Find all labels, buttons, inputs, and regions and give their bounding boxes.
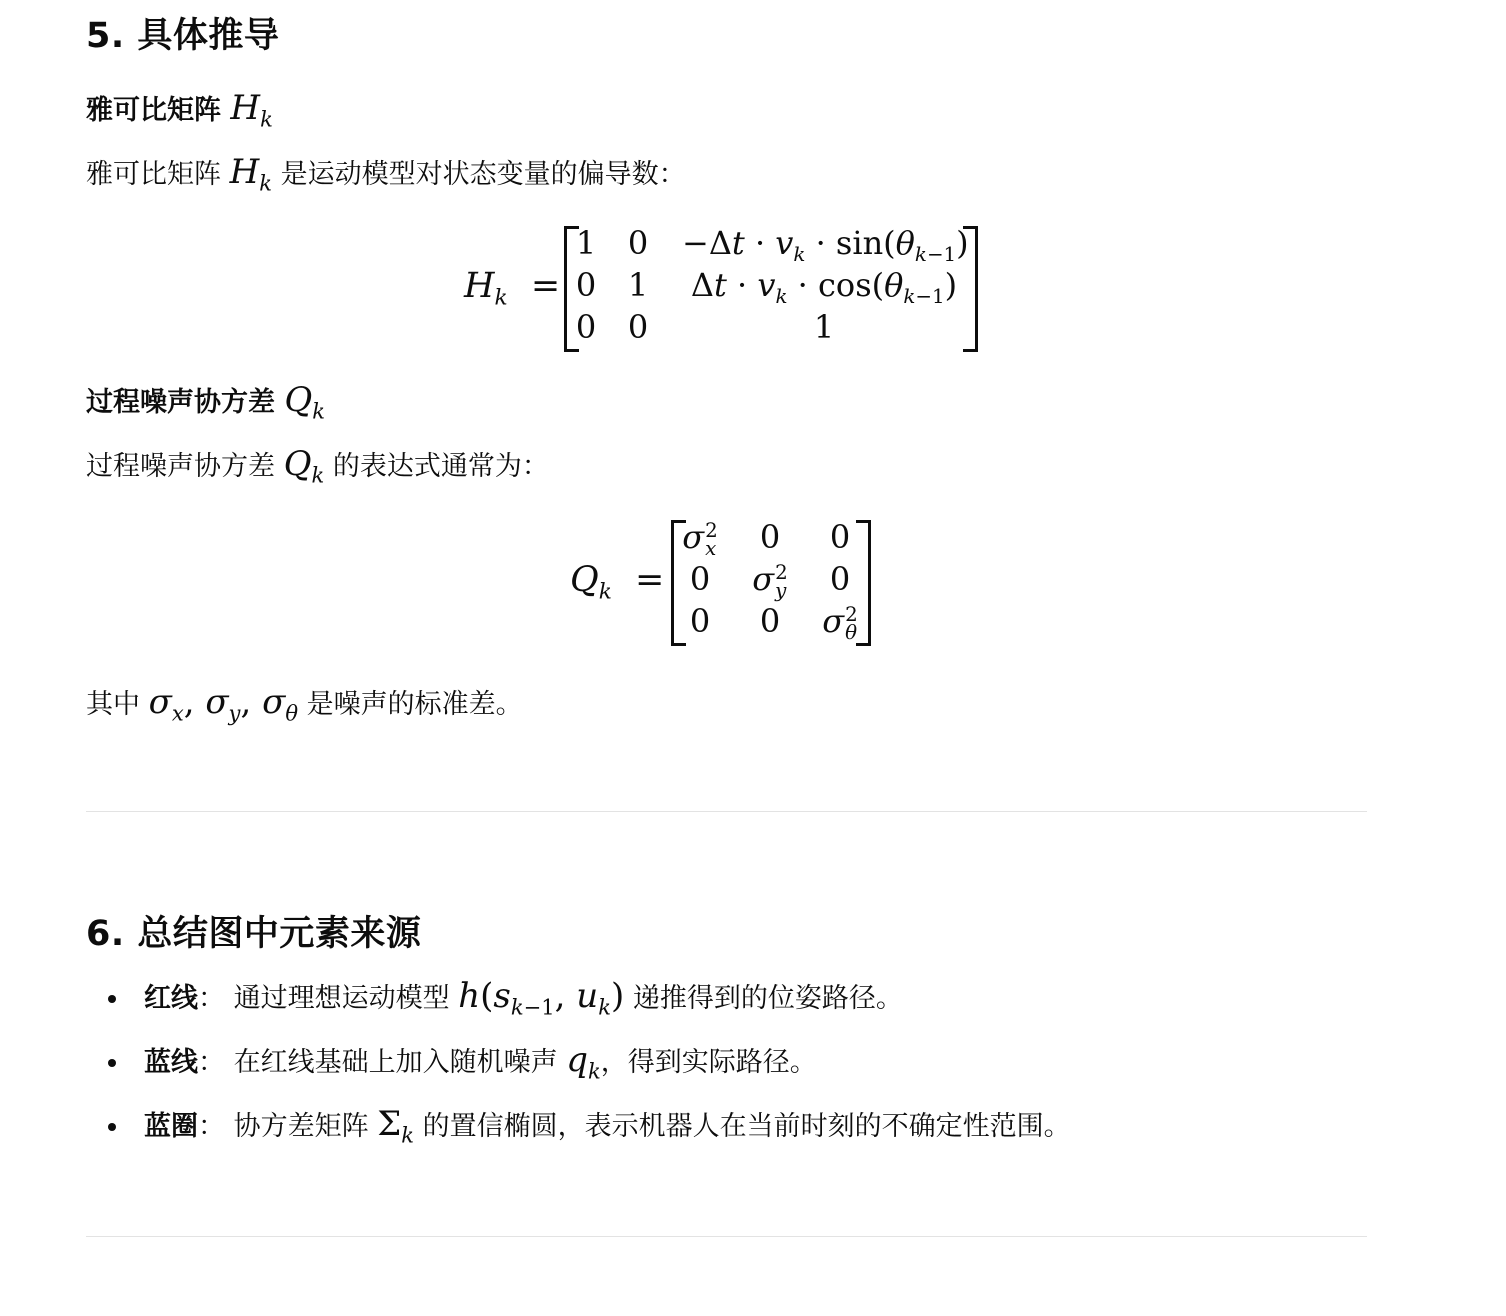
- jacobian-intro-suffix: 是运动模型对状态变量的偏导数：: [280, 159, 686, 190]
- jacobian-cell-r2c2: 1: [627, 266, 649, 304]
- jacobian-subheading-text: 雅可比矩阵: [86, 95, 221, 126]
- process-noise-subheading-text: 过程噪声协方差: [86, 387, 275, 418]
- item-math: $\Sigma_k$: [377, 1104, 415, 1148]
- jacobian-cell-r3c3: 1: [813, 308, 835, 346]
- process-noise-intro-prefix: 过程噪声协方差: [86, 451, 275, 482]
- process-noise-intro: [86, 444, 549, 488]
- jacobian-intro-symbol: $H_k$: [229, 152, 273, 196]
- item-text-before: 在红线基础上加入随机噪声: [233, 1047, 558, 1078]
- item-math: $q_k$: [566, 1040, 601, 1084]
- process-noise-cell-r1c2: 0: [759, 518, 781, 556]
- process-noise-cell-r2c1: 0: [689, 560, 711, 598]
- section-6-heading: 6. 总结图中元素来源: [86, 914, 422, 954]
- noise-std-note-suffix: 是噪声的标准差。: [306, 689, 523, 720]
- jacobian-equation-lhs: $H_k$ =: [464, 266, 561, 311]
- divider: [86, 811, 1367, 812]
- section-5-heading: 5. 具体推导: [86, 16, 280, 56]
- process-noise-subheading-symbol: $Q_k$: [284, 380, 326, 424]
- bullet-icon: [108, 995, 116, 1003]
- process-noise-equation-lhs: $Q_k$ =: [570, 560, 665, 605]
- item-math: $h(s_{k-1}$, $u_k$): [458, 976, 625, 1020]
- jacobian-intro: [86, 152, 686, 196]
- process-noise-cell-r2c2: σ 2 y: [752, 560, 788, 602]
- item-label: 蓝线: [144, 1047, 198, 1078]
- list-item-red-line: 红线： 通过理想运动模型 $h(s_{k-1}$, $u_k$) 递推得到的位姿路径。: [86, 976, 1286, 1020]
- bullet-icon: [108, 1123, 116, 1131]
- noise-std-note: [86, 682, 523, 726]
- jacobian-intro-prefix: 雅可比矩阵: [86, 159, 221, 190]
- bullet-icon: [108, 1059, 116, 1067]
- process-noise-intro-suffix: 的表达式通常为：: [332, 451, 549, 482]
- jacobian-subheading: [86, 88, 273, 132]
- jacobian-cell-r1c1: 1: [575, 224, 597, 262]
- noise-std-note-prefix: 其中: [86, 689, 140, 720]
- jacobian-cell-r3c1: 0: [575, 308, 597, 346]
- jacobian-cell-r1c3: $-\Delta t \cdot v_k \cdot \sin(\theta_{k-1})$: [682, 224, 969, 266]
- item-label: 蓝圈: [144, 1111, 198, 1142]
- process-noise-cell-r1c1: σ 2 x: [682, 518, 718, 560]
- divider: [86, 1236, 1367, 1237]
- item-label: 红线: [144, 983, 198, 1014]
- process-noise-cell-r3c1: 0: [689, 602, 711, 640]
- jacobian-cell-r3c2: 0: [627, 308, 649, 346]
- process-noise-subheading: [86, 380, 326, 424]
- jacobian-subheading-symbol: $H_k$: [230, 88, 273, 132]
- item-text-after: 递推得到的位姿路径。: [632, 983, 903, 1014]
- jacobian-cell-r1c2: 0: [627, 224, 649, 262]
- item-text-before: 通过理想运动模型: [233, 983, 450, 1014]
- noise-std-note-symbols: $\sigma_x$, $\sigma_y$, $\sigma_\theta$: [148, 682, 299, 726]
- process-noise-intro-symbol: $Q_k$: [283, 444, 325, 488]
- list-item-blue-circle: 蓝圈： 协方差矩阵 $\Sigma_k$ 的置信椭圆，表示机器人在当前时刻的不确定性范围。: [86, 1104, 1346, 1148]
- jacobian-cell-r2c3: $\Delta t \cdot v_k \cdot \cos(\theta_{k-1})$: [690, 266, 958, 308]
- item-text-after: ，得到实际路径。: [600, 1047, 817, 1078]
- jacobian-cell-r2c1: 0: [575, 266, 597, 304]
- list-item-blue-line: 蓝线： 在红线基础上加入随机噪声 $q_k$，得到实际路径。: [86, 1040, 1286, 1084]
- process-noise-cell-r3c3: σ 2 θ: [822, 602, 858, 644]
- process-noise-cell-r3c2: 0: [759, 602, 781, 640]
- process-noise-cell-r2c3: 0: [829, 560, 851, 598]
- item-text-before: 协方差矩阵: [233, 1111, 369, 1142]
- item-text-after: 的置信椭圆，表示机器人在当前时刻的不确定性范围。: [422, 1111, 1071, 1142]
- process-noise-cell-r1c3: 0: [829, 518, 851, 556]
